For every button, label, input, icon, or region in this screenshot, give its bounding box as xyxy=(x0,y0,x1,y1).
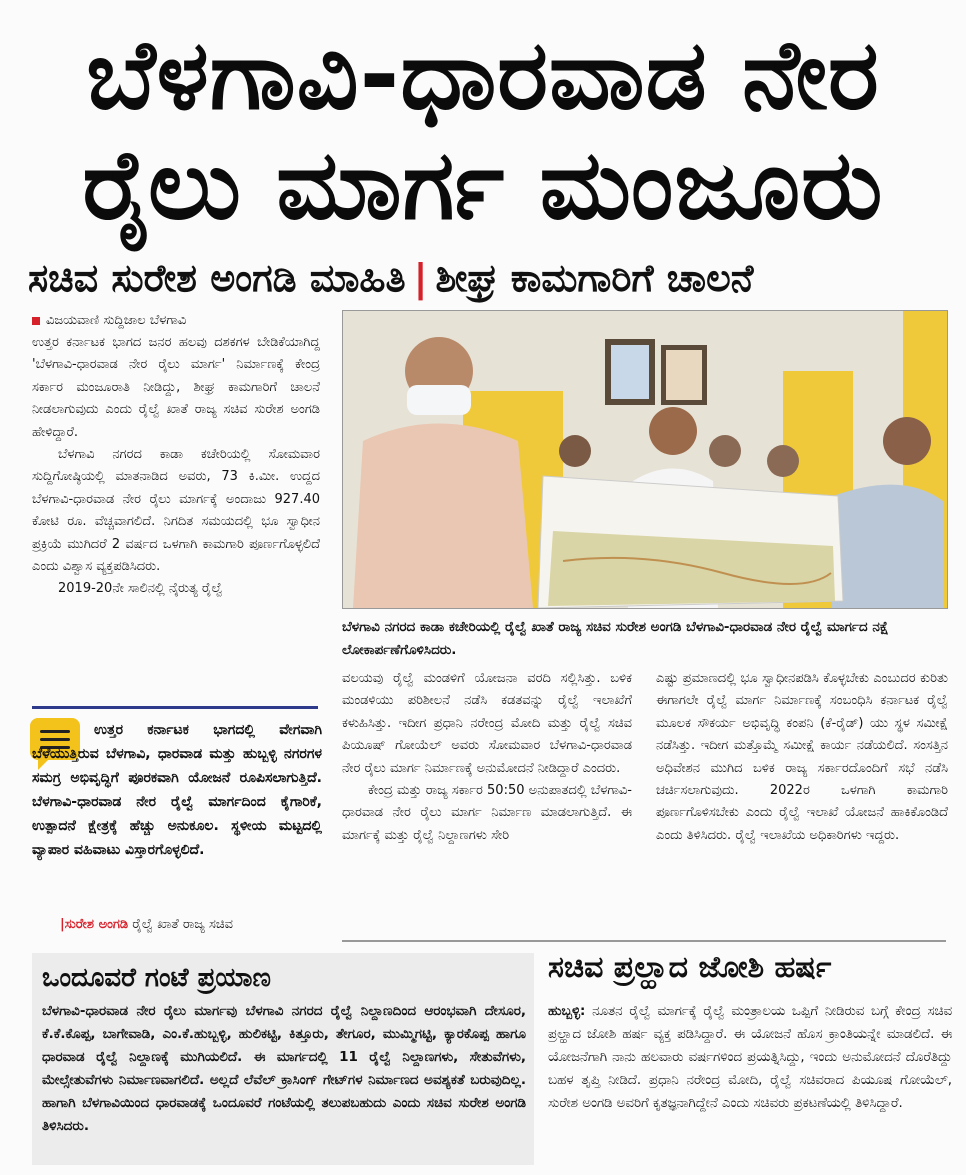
col2-paragraph-1: ವಲಯವು ರೈಲ್ವೆ ಮಂಡಳಿಗೆ ಯೋಜನಾ ವರದಿ ಸಲ್ಲಿಸಿತ್ತು. ಬಳಿಕ ಮಂಡಳಿಯು ಪರಿಶೀಲನೆ ನಡೆಸಿ ಕಡತವನ್ನು ರೈಲ್ವೆ ಇಲಾಖೆಗೆ ಕಳುಹಿಸಿತ್ತು. ಇದೀಗ ಪ್ರಧಾನಿ ನರೇಂದ್ರ ಮೋದಿ ಮತ್ತು ರೈಲ್ವೆ ಸಚಿವ ಪಿಯೂಷ್ ಗೋಯೆಲ್ ಅವರು ಸೋಮವಾರ ಬೆಳಗಾವಿ-ಧಾರವಾಡ ನೇರ ರೈಲು ಮಾರ್ಗ ನಿರ್ಮಾಣಕ್ಕೆ ಅನುಮೋದನೆ ನೀಡಿದ್ದಾರೆ ಎಂದರು. xyxy=(342,671,632,776)
col3-paragraph-1: ಎಷ್ಟು ಪ್ರಮಾಣದಲ್ಲಿ ಭೂ ಸ್ವಾಧೀನಪಡಿಸಿ ಕೊಳ್ಳಬೇಕು ಎಂಬುದರ ಕುರಿತು ಈಗಾಗಲೇ ರೈಲ್ವೆ ಮಾರ್ಗ ನಿರ್ಮಾಣಕ್ಕೆ ಸಂಬಂಧಿಸಿ ಕರ್ನಾಟಕ ರೈಲ್ವೆ ಮೂಲಕ ಸೌಕರ್ಯ ಅಭಿವೃದ್ಧಿ ಕಂಪನಿ (ಕೆ-ರೈಡ್) ಯು ಸ್ಥಳ ಸಮೀಕ್ಷೆ ನಡೆಸಿತ್ತು. ಇದೀಗ ಮತ್ತೊಮ್ಮೆ ಸಮೀಕ್ಷೆ ಕಾರ್ಯ ನಡೆಯಲಿದೆ. ಸಂಸತ್ತಿನ ಅಧಿವೇಶನ ಮುಗಿದ ಬಳಿಕ ರಾಜ್ಯ ಸರ್ಕಾರದೊಂದಿಗೆ ಸಭೆ ನಡೆಸಿ ಚರ್ಚಿಸಲಾಗುವುದು. 2022ರ ಒಳಗಾಗಿ ಕಾಮಗಾರಿ ಪೂರ್ಣಗೊಳಿಸಬೇಕು ಎಂದು ರೈಲ್ವೆ ಇಲಾಖೆ ಯೋಜನೆ ಹಾಕಿಕೊಂಡಿದೆ ಎಂದು ತಿಳಿಸಿದರು. ರೈಲ್ವೆ ಇಲಾಖೆಯ ಅಧಿಕಾರಿಗಳು ಇದ್ದರು. xyxy=(656,671,948,843)
signature-name: |ಸುರೇಶ ಅಂಗಡಿ xyxy=(60,917,129,932)
subheadline-right: ಶೀಘ್ರ ಕಾಮಗಾರಿಗೆ ಚಾಲನೆ xyxy=(435,256,754,300)
side-body-text: ನೂತನ ರೈಲ್ವೆ ಮಾರ್ಗಕ್ಕೆ ರೈಲ್ವೆ ಮಂತ್ರಾಲಯ ಒಪ್ಪಿಗೆ ನೀಡಿರುವ ಬಗ್ಗೆ ಕೇಂದ್ರ ಸಚಿವ ಪ್ರಲ್ಹಾದ ಜೋಶಿ ಹರ್ಷ ವ್ಯಕ್ತ ಪಡಿಸಿದ್ದಾರೆ. ಈ ಯೋಜನೆ ಹೊಸ ಕ್ರಾಂತಿಯನ್ನೇ ಮಾಡಲಿದೆ. ಈ ಯೋಜನೆಗಾಗಿ ನಾನು ಹಲವಾರು ವರ್ಷಗಳಿಂದ ಪ್ರಯತ್ನಿಸಿದ್ದು, ಇಂದು ಅನುಮೋದನೆ ದೊರೆತಿದ್ದು ಬಹಳ ತೃಪ್ತಿ ನೀಡಿದೆ. ಪ್ರಧಾನಿ ನರೇಂದ್ರ ಮೋದಿ, ರೈಲ್ವೆ ಸಚಿವರಾದ ಪಿಯೂಷ ಗೋಯೆಲ್, ಸುರೇಶ ಅಂಗಡಿ ಅವರಿಗೆ ಕೃತಜ್ಞನಾಗಿದ್ದೇನೆ ಎಂದು ಸಚಿವರು ಪ್ರಕಟಣೆಯಲ್ಲಿ ತಿಳಿಸಿದ್ದಾರೆ. xyxy=(548,1004,953,1111)
info-box-body: ಬೆಳಗಾವಿ-ಧಾರವಾಡ ನೇರ ರೈಲು ಮಾರ್ಗವು ಬೆಳಗಾವಿ ನಗರದ ರೈಲ್ವೆ ನಿಲ್ದಾಣದಿಂದ ಆರಂಭವಾಗಿ ದೇಸೂರ, ಕೆ.ಕೆ.ಕೊಪ್ಪ, ಬಾಗೇವಾಡಿ, ಎಂ.ಕೆ.ಹುಬ್ಬಳ್ಳಿ, ಹುಲಿಕಟ್ಟಿ, ಕಿತ್ತೂರು, ತೇಗೂರ, ಮುಮ್ಮಿಗಟ್ಟಿ, ಕ್ಯಾರಕೊಪ್ಪ ಹಾಗೂ ಧಾರವಾಡ ರೈಲ್ವೆ ನಿಲ್ದಾಣಕ್ಕೆ ಮುಗಿಯಲಿದೆ. ಈ ಮಾರ್ಗದಲ್ಲಿ 11 ರೈಲ್ವೆ ನಿಲ್ದಾಣಗಳು, ಸೇತುವೆಗಳು, ಮೇಲ್ಸೇತುವೆಗಳು ನಿರ್ಮಾಣವಾಗಲಿದೆ. ಅಲ್ಲದೆ ಲೆವೆಲ್ ಕ್ರಾಸಿಂಗ್ ಗೇಟ್‌ಗಳ ನಿರ್ಮಾಣದ ಅವಶ್ಯಕತೆ ಬರುವುದಿಲ್ಲ. ಹಾಗಾಗಿ ಬೆಳಗಾವಿಯಿಂದ ಧಾರವಾಡಕ್ಕೆ ಒಂದೂವರೆ ಗಂಟೆಯಲ್ಲಿ ತಲುಪಬಹುದು ಎಂದು ಸಚಿವ ಸುರೇಶ ಅಂಗಡಿ ತಿಳಿಸಿದರು. xyxy=(42,1003,526,1134)
subheadline-left: ಸಚಿವ ಸುರೇಶ ಅಂಗಡಿ ಮಾಹಿತಿ xyxy=(28,256,406,300)
column-1 xyxy=(32,332,320,601)
pull-quote-signature xyxy=(60,914,233,936)
side-article-title: ಸಚಿವ ಪ್ರಲ್ಹಾದ ಜೋಶಿ ಹರ್ಷ xyxy=(548,950,832,985)
side-article-body xyxy=(548,1000,952,1115)
column-2 xyxy=(342,668,632,847)
news-photo xyxy=(342,310,948,609)
subheadline-separator: | xyxy=(413,256,428,300)
news-photo-image xyxy=(343,311,947,608)
headline-line-1: ಬೆಳಗಾವಿ-ಧಾರವಾಡ ನೇರ xyxy=(86,19,880,131)
photo-caption: ಬೆಳಗಾವಿ ನಗರದ ಕಾಡಾ ಕಚೇರಿಯಲ್ಲಿ ರೈಲ್ವೆ ಖಾತೆ ರಾಜ್ಯ ಸಚಿವ ಸುರೇಶ ಅಂಗಡಿ ಬೆಳಗಾವಿ-ಧಾರವಾಡ ನೇರ ರೈಲ್ವೆ ಮಾರ್ಗದ ನಕ್ಷೆ ಲೋಕಾರ್ಪಣೆಗೊಳಿಸಿದರು. xyxy=(342,619,889,658)
headline-line-2: ರೈಲು ಮಾರ್ಗ ಮಂಜೂರು xyxy=(82,129,884,241)
section-divider xyxy=(32,706,318,709)
column-3 xyxy=(656,668,948,847)
signature-title: ರೈಲ್ವೆ ಖಾತೆ ರಾಜ್ಯ ಸಚಿವ xyxy=(132,917,233,932)
pull-quote-text: ಉತ್ತರ ಕರ್ನಾಟಕ ಭಾಗದಲ್ಲಿ ವೇಗವಾಗಿ ಬೆಳೆಯುತ್ತಿರುವ ಬೆಳಗಾವಿ, ಧಾರವಾಡ ಮತ್ತು ಹುಬ್ಬಳ್ಳಿ ನಗರಗಳ ಸಮಗ್ರ ಅಭಿವೃದ್ಧಿಗೆ ಪೂರಕವಾಗಿ ಯೋಜನೆ ರೂಪಿಸಲಾಗುತ್ತಿದೆ. ಬೆಳಗಾವಿ-ಧಾರವಾಡ ನೇರ ರೈಲ್ವೆ ಮಾರ್ಗದಿಂದ ಕೈಗಾರಿಕೆ, ಉತ್ಪಾದನೆ ಕ್ಷೇತ್ರಕ್ಕೆ ಹೆಚ್ಚು ಅನುಕೂಲ. ಸ್ಥಳೀಯ ಮಟ್ಟದಲ್ಲಿ ವ್ಯಾಪಾರ ವಹಿವಾಟು ವಿಸ್ತಾರಗೊಳ್ಳಲಿದೆ. xyxy=(32,722,322,858)
col1-paragraph-2: ಬೆಳಗಾವಿ ನಗರದ ಕಾಡಾ ಕಚೇರಿಯಲ್ಲಿ ಸೋಮವಾರ ಸುದ್ದಿಗೋಷ್ಠಿಯಲ್ಲಿ ಮಾತನಾಡಿದ ಅವರು, 73 ಕಿ.ಮೀ. ಉದ್ದದ ಬೆಳಗಾವಿ-ಧಾರವಾಡ ನೇರ ರೈಲು ಮಾರ್ಗಕ್ಕೆ ಅಂದಾಜು 927.40 ಕೋಟಿ ರೂ. ವೆಚ್ಚವಾಗಲಿದೆ. ನಿಗದಿತ ಸಮಯದಲ್ಲಿ ಭೂ ಸ್ವಾಧೀನ ಪ್ರಕ್ರಿಯೆ ಮುಗಿದರೆ 2 ವರ್ಷದ ಒಳಗಾಗಿ ಕಾಮಗಾರಿ ಪೂರ್ಣಗೊಳ್ಳಲಿದೆ ಎಂದು ವಿಶ್ವಾಸ ವ್ಯಕ್ತಪಡಿಸಿದರು. xyxy=(32,447,320,575)
bottom-divider xyxy=(342,940,946,942)
byline xyxy=(32,312,186,330)
col2-paragraph-2: ಕೇಂದ್ರ ಮತ್ತು ರಾಜ್ಯ ಸರ್ಕಾರ 50:50 ಅನುಪಾತದಲ್ಲಿ ಬೆಳಗಾವಿ-ಧಾರವಾಡ ನೇರ ರೈಲು ಮಾರ್ಗ ನಿರ್ಮಾಣ ಮಾಡಲಾಗುತ್ತಿದೆ. ಈ ಮಾರ್ಗಕ್ಕೆ ಮತ್ತು ರೈಲ್ವೆ ನಿಲ್ದಾಣಗಳು ಸೇರಿ xyxy=(342,783,632,843)
col1-paragraph-1: ಉತ್ತರ ಕರ್ನಾಟಕ ಭಾಗದ ಜನರ ಹಲವು ದಶಕಗಳ ಬೇಡಿಕೆಯಾಗಿದ್ದ 'ಬೆಳಗಾವಿ-ಧಾರವಾಡ ನೇರ ರೈಲು ಮಾರ್ಗ' ನಿರ್ಮಾಣಕ್ಕೆ ಕೇಂದ್ರ ಸರ್ಕಾರ ಮಂಜೂರಾತಿ ನೀಡಿದ್ದು, ಶೀಘ್ರ ಕಾಮಗಾರಿಗೆ ಚಾಲನೆ ನೀಡಲಾಗುವುದು ಎಂದು ರೈಲ್ವೆ ಖಾತೆ ರಾಜ್ಯ ಸಚಿವ ಸುರೇಶ ಅಂಗಡಿ ಹೇಳಿದ್ದಾರೆ. xyxy=(32,335,320,440)
col1-paragraph-3: 2019-20ನೇ ಸಾಲಿನಲ್ಲಿ ನೈರುತ್ಯ ರೈಲ್ವೆ xyxy=(58,581,223,597)
info-box-title: ಒಂದೂವರೆ ಗಂಟೆ ಪ್ರಯಾಣ xyxy=(42,963,271,993)
red-square-bullet-icon xyxy=(32,317,40,325)
subheadline xyxy=(28,252,948,304)
byline-text: ವಿಜಯವಾಣಿ ಸುದ್ದಿಜಾಲ ಬೆಳಗಾವಿ xyxy=(46,313,187,328)
side-dateline: ಹುಬ್ಬಳ್ಳಿ: xyxy=(548,1004,586,1019)
